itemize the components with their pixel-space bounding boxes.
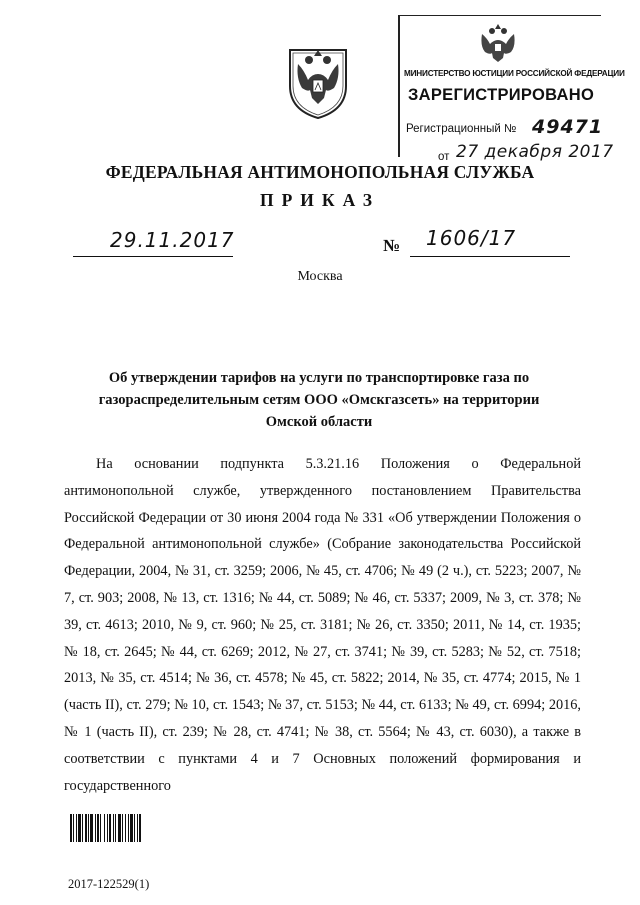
barcode-bar <box>97 814 99 842</box>
barcode-bar <box>104 814 105 842</box>
barcode-bar <box>115 814 116 842</box>
barcode-icon <box>70 814 194 842</box>
barcode-bar <box>139 814 141 842</box>
barcode-bar <box>134 814 135 842</box>
barcode-bar <box>82 814 83 842</box>
barcode-bar <box>130 814 133 842</box>
barcode-bar <box>100 814 101 842</box>
stamp-date-value: 27 декабря 2017 <box>456 142 614 162</box>
number-sign: № <box>383 236 401 255</box>
document-code: 2017-122529(1) <box>68 877 150 891</box>
barcode-bar <box>85 814 87 842</box>
barcode-bar <box>78 814 81 842</box>
document-type: ПРИКАЗ <box>259 190 381 210</box>
barcode-bar <box>90 814 93 842</box>
barcode-bar <box>73 814 74 842</box>
stamp-reg-number-label: Регистрационный № <box>406 123 517 135</box>
barcode-bar <box>109 814 111 842</box>
barcode-bar <box>113 814 114 842</box>
order-number: 1606/17 <box>426 226 517 250</box>
agency-name: ФЕДЕРАЛЬНАЯ АНТИМОНОПОЛЬНАЯ СЛУЖБА <box>105 162 535 182</box>
stamp-reg-number-value: 49471 <box>532 116 604 138</box>
coat-of-arms-icon <box>282 40 354 120</box>
barcode-bar <box>95 814 96 842</box>
date-underline <box>73 256 233 257</box>
double-headed-eagle-icon <box>478 22 518 64</box>
body-paragraph: На основании подпункта 5.3.21.16 Положения о Федеральной антимонопольной службе, утвержденного постановлением Правительства Российской Федерации от 30 июня 2004 года № 331 «Об утверждении Положения о Федеральной антимонопольной службе» (Собрание законодательства Российской Федерации, 2004, № 31, ст. 3259; 2006, № 45, ст. 4706; № 49 (2 ч.), ст. 5223; 2007, № 7, ст. 903; 2008, № 13, ст. 1316; № 44, ст. 5089; № 46, ст. 5337; 2009, № 3, ст. 378; № 39, ст. 4613; 2010, № 9, ст. 960; № 25, ст. 3181; № 26, ст. 3350; 2011, № 14, ст. 1935; № 18, ст. 2645; № 44, ст. 6269; 2012, № 27, ст. 3741; № 39, ст. 5283; № 52, ст. 7518; 2013, № 35, ст. 4514; № 36, ст. 4578; № 45, ст. 5822; 2014, № 35, ст. 4774; 2015, № 1 (часть II), ст. 279; № 10, ст. 1543; № 37, ст. 5153; № 44, ст. 6133; № 49, ст. 6994; 2016, № 1 (часть II), ст. 239; № 28, ст. 4741; № 38, ст. 5564; № 43, ст. 6030), а также в соответствии с пунктами 4 и 7 Основных положений формирования и государственного <box>64 456 581 794</box>
stamp-registered-label: ЗАРЕГИСТРИРОВАНО <box>408 86 595 104</box>
stamp-ministry-name: МИНИСТЕРСТВО ЮСТИЦИИ РОССИЙСКОЙ ФЕДЕРАЦИИ <box>404 69 625 78</box>
city: Москва <box>297 269 343 284</box>
barcode-bar <box>107 814 108 842</box>
barcode-bar <box>88 814 89 842</box>
number-underline <box>410 256 570 257</box>
registration-stamp <box>398 15 625 163</box>
barcode-bar <box>128 814 129 842</box>
order-date: 29.11.2017 <box>110 228 235 252</box>
barcode-bar <box>137 814 138 842</box>
barcode-bar <box>70 814 72 842</box>
barcode-bar <box>118 814 121 842</box>
barcode-bar <box>122 814 123 842</box>
barcode-bar <box>76 814 77 842</box>
document-title: Об утверждении тарифов на услуги по транспортировке газа по газораспределительным сетям ООО «Омскгазсеть» на территории Омской области <box>98 370 540 430</box>
stamp-date-label: от <box>438 151 450 163</box>
barcode-bar <box>125 814 126 842</box>
